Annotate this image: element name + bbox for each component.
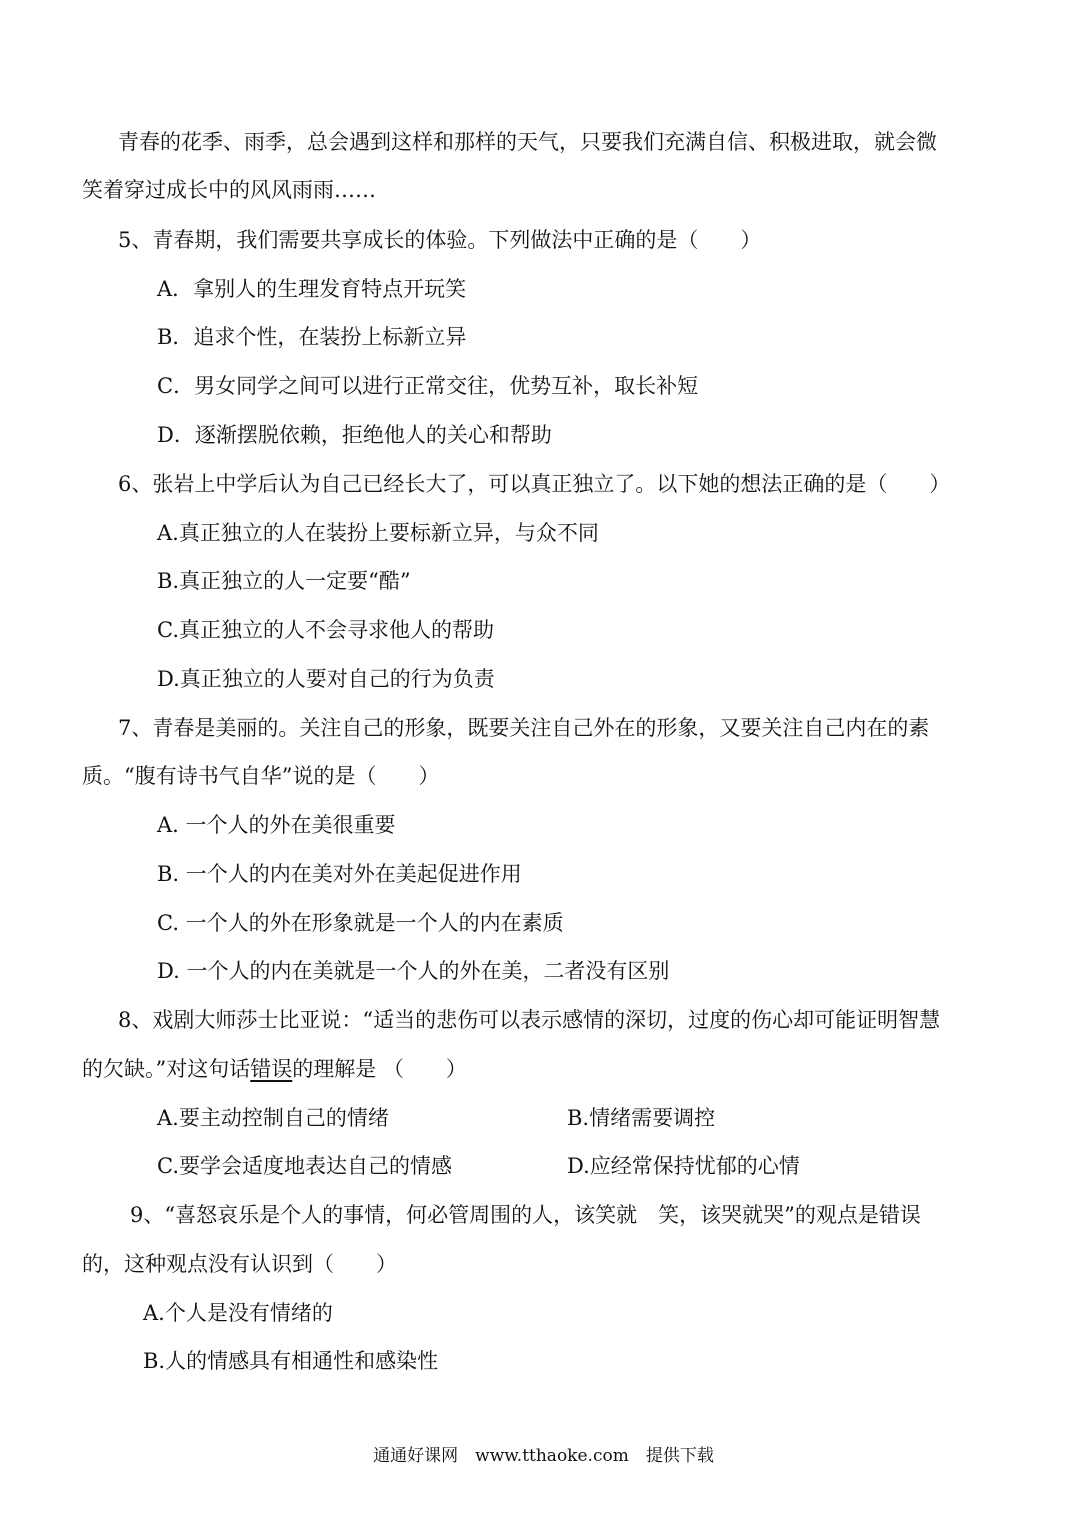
question-8-stem-pre: 的欠缺。”对这句话 xyxy=(82,1057,251,1081)
question-6-option-c: C.真正独立的人不会寻求他人的帮助 xyxy=(157,618,494,642)
question-6-stem: 6、张岩上中学后认为自己已经长大了，可以真正独立了。以下她的想法正确的是（ ） xyxy=(118,472,951,496)
question-5-option-c: C．男女同学之间可以进行正常交往，优势互补，取长补短 xyxy=(157,374,699,398)
question-8-stem-line-2 xyxy=(82,1055,467,1083)
question-5-option-a: A．拿别人的生理发育特点开玩笑 xyxy=(157,277,467,301)
question-5-option-d: D．逐渐摆脱依赖，拒绝他人的关心和帮助 xyxy=(157,423,552,447)
question-8-option-d: D.应经常保持忧郁的心情 xyxy=(567,1154,800,1178)
question-9-option-a: A.个人是没有情绪的 xyxy=(143,1301,333,1325)
question-8-stem-post: 的理解是 （ ） xyxy=(292,1057,467,1081)
question-7-option-a: A. 一个人的外在美很重要 xyxy=(157,813,396,837)
question-9-option-b: B.人的情感具有相通性和感染性 xyxy=(143,1349,439,1373)
question-7-stem-line-1: 7、青春是美丽的。关注自己的形象，既要关注自己外在的形象，又要关注自己内在的素 xyxy=(118,716,930,740)
question-7-option-d: D. 一个人的内在美就是一个人的外在美，二者没有区别 xyxy=(157,959,670,983)
footer-source: 通通好课网 www.tthaoke.com 提供下载 xyxy=(373,1446,714,1466)
question-8-stem-emphasis: 错误 xyxy=(250,1057,293,1081)
question-9-stem-line-2: 的，这种观点没有认识到（ ） xyxy=(82,1252,397,1276)
question-8-option-a: A.要主动控制自己的情绪 xyxy=(157,1106,389,1130)
question-8-option-b: B.情绪需要调控 xyxy=(567,1106,716,1130)
question-7-stem-line-2: 质。“腹有诗书气自华”说的是（ ） xyxy=(82,764,440,788)
question-8-stem-line-1: 8、戏剧大师莎士比亚说：“适当的悲伤可以表示感情的深切，过度的伤心却可能证明智慧 xyxy=(118,1008,941,1032)
question-7-option-c: C. 一个人的外在形象就是一个人的内在素质 xyxy=(157,911,564,935)
question-5-stem: 5、青春期，我们需要共享成长的体验。下列做法中正确的是（ ） xyxy=(118,228,762,252)
question-9-stem-line-1: 9、“喜怒哀乐是个人的事情，何必管周围的人，该笑就 笑，该哭就哭”的观点是错误 xyxy=(130,1203,921,1227)
question-5-option-b: B．追求个性，在装扮上标新立异 xyxy=(157,325,467,349)
intro-line-1: 青春的花季、雨季，总会遇到这样和那样的天气，只要我们充满自信、积极进取，就会微 xyxy=(118,130,937,154)
intro-line-2: 笑着穿过成长中的风风雨雨…… xyxy=(82,178,376,202)
question-6-option-d: D.真正独立的人要对自己的行为负责 xyxy=(157,667,495,691)
question-6-option-b: B.真正独立的人一定要“酷” xyxy=(157,569,411,593)
question-8-option-c: C.要学会适度地表达自己的情感 xyxy=(157,1154,452,1178)
question-6-option-a: A.真正独立的人在装扮上要标新立异，与众不同 xyxy=(157,521,599,545)
question-7-option-b: B. 一个人的内在美对外在美起促进作用 xyxy=(157,862,522,886)
